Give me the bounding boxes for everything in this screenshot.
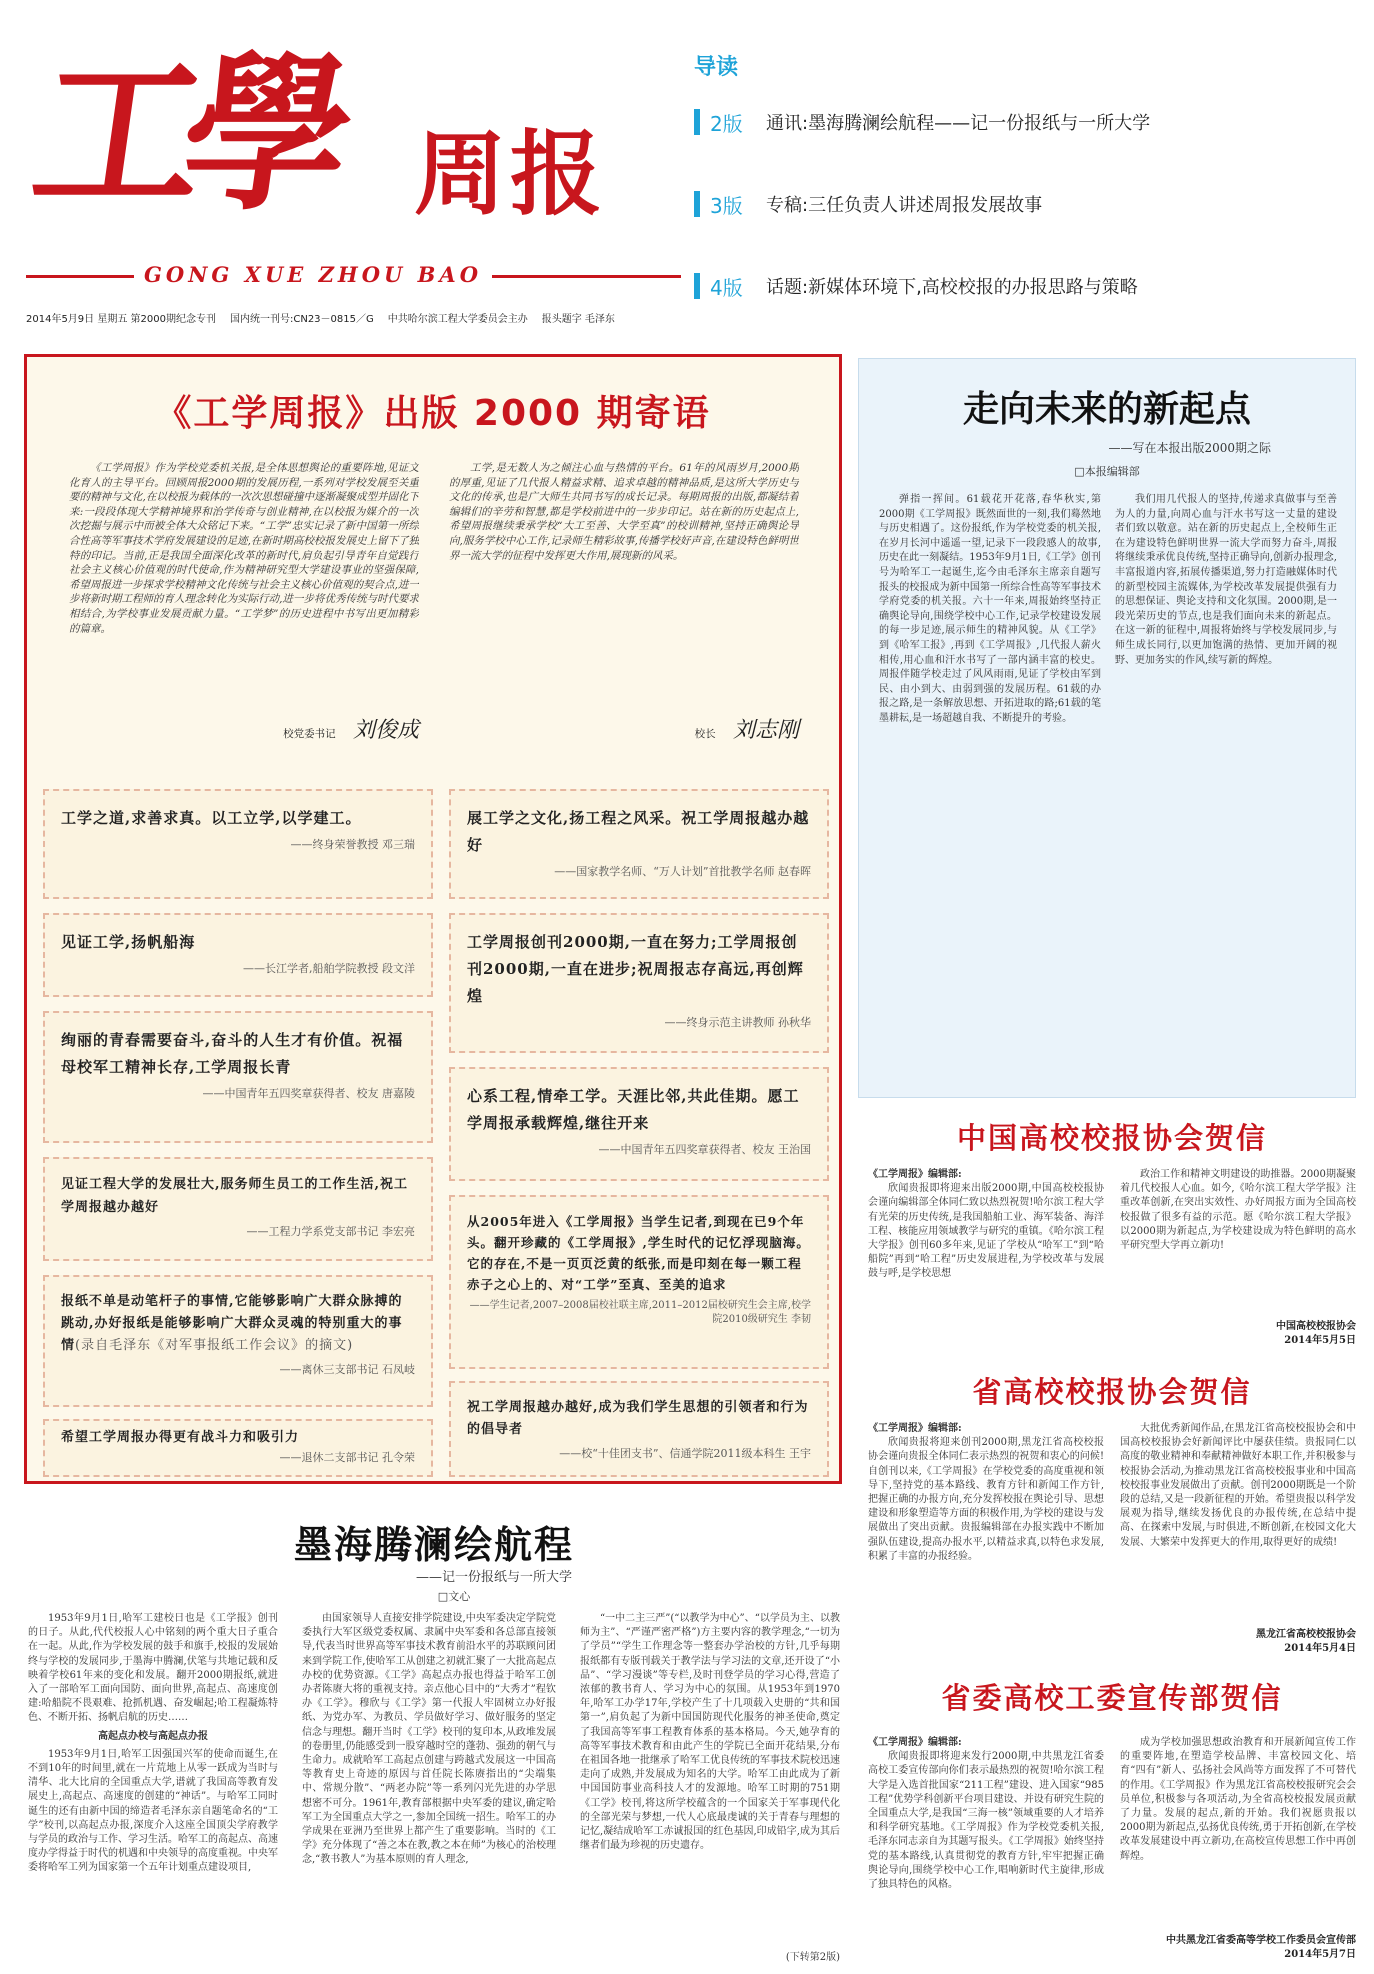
guide-bar [694, 273, 700, 299]
quote-text: 从2005年进入《工学周报》当学生记者,到现在已9个年头。翻开珍藏的《工学周报》,学生时代的记忆浮现脑海。它的存在,不是一页页泛黄的纸张,而是印刻在每一颗工程赤子之心上的、对“工学”至真、至美的追求 [467, 1214, 810, 1292]
issue-date: 2014年5月9日 星期五 第2000期纪念专刊 [26, 314, 216, 325]
quote-author: ——工程力学系党支部书记 李宏亮 [246, 1225, 415, 1238]
quote-text: 展工学之文化,扬工程之风采。祝工学周报越办越好 [467, 809, 810, 854]
quote-card [43, 1157, 433, 1261]
guide-page: 3版 [710, 193, 743, 218]
quote-author: ——国家教学名师、“万人计划”首批教学名师 赵春晖 [554, 865, 811, 878]
message-left-signature [69, 718, 419, 743]
quote-card [43, 1275, 433, 1407]
feature-article [24, 1500, 844, 1966]
salutation: 《工学周报》编辑部: [868, 1169, 962, 1180]
quote-card [449, 789, 829, 899]
congrats-col1 [868, 1736, 1104, 1964]
quote-text: 见证工学,扬帆船海 [61, 933, 196, 951]
quote-card [449, 1195, 829, 1369]
sign-org: 中共黑龙江省委高等学校工作委员会宣传部 [1166, 1935, 1356, 1946]
quote-text: 绚丽的青春需要奋斗,奋斗的人生才有价值。祝福母校军工精神长存,工学周报长青 [61, 1031, 404, 1076]
quote-text: 祝工学周报越办越好,成为我们学生思想的引领者和行为的倡导者 [467, 1400, 809, 1437]
congrats-signature [1120, 1628, 1356, 1656]
guide [694, 50, 1354, 309]
congrats-col2 [1120, 1168, 1356, 1318]
paragraph: 1953年9月1日,哈军工建校日也是《工学报》创刊的日子。从此,代代校报人心中铭刻的两个重大日子重合在一起。从此,作为学校发展的鼓手和旗手,校报的发展始终与学校的发展同步,于墨海中腾澜,伏笔与共地记载和反映着学校61年来的变化和发展。翻开2000期报纸,就进入了一部哈军工面向国防、面向世界,高起点、高速度创建:哈船院不畏艰难、抢抓机遇、奋发崛起;哈工程凝炼特色、不断开拓、扬帆启航的历史…… [28, 1613, 278, 1724]
feature-col1 [28, 1612, 278, 1966]
editorial-subtitle: ——写在本报出版2000期之际 [1108, 441, 1271, 455]
salutation: 《工学周报》编辑部: [868, 1737, 962, 1748]
letter-body: 欣闻贵报将迎来创刊2000期,黑龙江省高校校报协会谨向贵报全体同仁表示热烈的祝贺和衷心的问候!自创刊以来,《工学周报》在学校党委的高度重视和领导下,坚持党的基本路线、教育方针和新闻工作方针,把握正确的办报方向,充分发挥校报在舆论引导、思想建设和形象塑造等方面的积极作用,为学校的建设与发展做出了突出贡献。贵报编辑部在办报实践中不断加强队伍建设,提高办报水平,以精益求真,以特色求发展,积累了丰富的办报经验。 [868, 1437, 1104, 1562]
masthead-logo: 工學 [22, 35, 346, 233]
quote-author: ——中国青年五四奖章获得者、校友 唐嘉陵 [202, 1087, 415, 1100]
editorial-col2: 我们用几代报人的坚持,传递求真做事与至善为人的力量,向周心血与汗水书写这一丈量的建设者们致以敬意。站在新的历史起点上,全校师生正在为建设特色鲜明世界一流大学而努力奋斗,周报将继续秉承优良传统,坚持正确导向,创新办报理念,丰富报道内容,拓展传播渠道,努力打造融媒体时代的新型校园主流媒体,为学校改革发展提供强有力的思想保证、舆论支持和文化氛围。2000期,是一段光荣历史的节点,也是我们面向未来的新起点。在这一新的征程中,周报将始终与学校发展同步,与师生成长同行,以更加饱满的热情、更加开阔的视野、更加务实的作风,续写新的辉煌。 [1115, 494, 1337, 666]
guide-text: 通讯:墨海腾澜绘航程——记一份报纸与一所大学 [766, 113, 1151, 134]
quote-author: ——退休二支部书记 孔令荣 [279, 1451, 415, 1464]
guide-text: 专稿:三任负责人讲述周报发展故事 [766, 195, 1043, 216]
feature-col2: 由国家领导人直接安排学院建设,中央军委决定学院党委执行大军区级党委权属、隶属中央军委和各总部直接领导,代表当时世界高等军事技术教育前沿水平的苏联顾问团来到学院工作,使哈军工从创建之初就汇聚了一大批高起点办校的优势资源。《工学》高起点办报也得益于哈军工创办者陈赓大将的重视支持。亲点他心目中的“大秀才”程钦办《工学》。穆欣与《工学》第一代报人牢固树立办好报纸、为党办军、为教员、学员做好学习、做好服务的坚定信念与理想。翻开当时《工学》校刊的复印本,从政堆发展的卷册里,仍能感受到一股穿越时空的蓬勃、强劲的朝气与生命力。成就哈军工高起点创建与跨越式发展这一中国高等教育史上奇迹的原因与首任院长陈赓指出的“尖端集中、常规分散”、“两老办院”等一系列闪光先进的办学思想密不可分。1961年,教育部根据中央军委的建议,确定哈军工为全国重点大学之一,参加全国统一招生。哈军工的办学成果在亚洲乃至世界上都产生了重要影响。当时的《工学》充分体现了“善之本在教,教之本在师”为核心的治校理念,“教书教人”为基本原则的育人理念, [302, 1613, 556, 1866]
quote-card [449, 913, 829, 1053]
quote-author: ——学生记者,2007–2008届校社联主席,2011–2012届校研究生会主席,校学院2010级研究生 李韧 [469, 1300, 811, 1325]
sign-date: 2014年5月4日 [1284, 1643, 1356, 1654]
message-right-text: 工学,是无数人为之倾注心血与热情的平台。61年的风雨岁月,2000期的厚重,见证了几代报人精益求精、追求卓越的精神品质,是这所大学历史与文化的传承,也是广大师生共同书写的成长记录。每期周报的出版,都凝结着编辑们的辛劳和智慧,都是学校前进中的一步步印记。站在新的历史起点上,希望周报继续秉承学校“大工至善、大学至真”的校训精神,坚持正确舆论导向,服务学校中心工作,记录师生精彩故事,传播学校好声音,在建设特色鲜明世界一流大学的征程中发挥更大作用,展现新的风采。 [449, 462, 799, 562]
guide-page: 4版 [710, 275, 743, 300]
feature-title: 墨海腾澜绘航程 [293, 1523, 574, 1567]
congrats-signature [1120, 1320, 1356, 1348]
quote-author: ——校“十佳团支书”、信通学院2011级本科生 王宇 [559, 1447, 811, 1460]
calligraphy-credit: 报头题字 毛泽东 [541, 314, 615, 325]
quote-author: ——终身示范主讲教师 孙秋华 [664, 1016, 811, 1029]
guide-text: 话题:新媒体环境下,高校校报的办报思路与策略 [766, 277, 1138, 298]
sponsor: 中共哈尔滨工程大学委员会主办 [387, 314, 528, 325]
letter-body: 成为学校加强思想政治教育和开展新闻宣传工作的重要阵地,在塑造学校品牌、丰富校园文化、培育“四有”新人、弘扬社会风尚等方面发挥了不可替代的作用。《工学周报》作为黑龙江省高校校报研究会会员单位,积极参与各项活动,为全省高校校报发展贡献了力量。发展的起点,新的开始。我们祝愿贵报以2000期为新起点,弘扬优良传统,勇于开拓创新,在学校改革发展建设中再立新功,在高校宣传思想工作中再创辉煌。 [1120, 1737, 1356, 1862]
message-box [24, 354, 842, 1484]
editorial [858, 358, 1356, 1098]
guide-item[interactable] [694, 263, 1354, 309]
letter-body: 大批优秀新闻作品,在黑龙江省高校校报协会和中国高校校报协会好新闻评比中屡获佳绩。贵报同仁以高度的敬业精神和奉献精神做好本职工作,并积极参与校报协会活动,为推动黑龙江省高校校报事业和中国高校校报事业发展做出了贡献。创刊2000期既是一个阶段的总结,又是一段新征程的开始。希望贵报以科学发展观为指导,继续发扬优良的办报传统,在总结中提高、在探索中发展,与时俱进,不断创新,在校园文化大发展、大繁荣中发挥更大的作用,取得更好的成绩! [1120, 1423, 1356, 1548]
sign-name: 刘俊成 [352, 718, 419, 743]
quote-card [449, 1381, 829, 1477]
guide-bar [694, 109, 700, 135]
congrats-col2 [1120, 1736, 1356, 1932]
masthead-pinyin: GONG XUE ZHOU BAO [134, 262, 492, 287]
quote-author: ——中国青年五四奖章获得者、校友 王治国 [598, 1143, 811, 1156]
sign-role: 校党委书记 [283, 728, 336, 740]
message-left-text: 《工学周报》作为学校党委机关报,是全体思想舆论的重要阵地,见证文化育人的主导平台。回顾周报2000期的发展历程,一系列对学校发展至关重要的精神与文化,在以校报为载体的一次次思想碰撞中逐渐凝聚成型并固化下来:一段段体现大学精神境界和治学传奇与创业精神,在以校报为媒介的一次次挖掘与展示中而被全体大众铭记下来。“工学”忠实记录了新中国第一所综合性高等军事技术学府发展建设的足迹,在新时期高校校报发展史上留下了独特的印记。当前,正是我国全面深化改革的新时代,肩负起引导青年自觉践行社会主义核心价值观的时代使命,作为精神研究型大学建设事业的坚强保障,希望周报进一步探求学校精神文化传统与社会主义核心价值观的契合点,进一步将新时期工程师的育人理念转化为实际行动,进一步将优秀传统与时代要求相结合,为学校事业发展贡献力量。“工学梦”的历史进程中书写出更加精彩的篇章。 [69, 462, 419, 635]
quote-card [43, 913, 433, 997]
issn: 国内统一刊号:CN23－0815／G [229, 314, 374, 325]
feature-byline: □文心 [437, 1590, 471, 1603]
letter-body: 欣闻贵报即将迎来发行2000期,中共黑龙江省委高校工委宣传部向你们表示最热烈的祝贺!哈尔滨工程大学是入选首批国家“211工程”建设、进入国家“985工程”优势学科创新平台项目建设、并设有研究生院的全国重点大学,是我国“三海一核”领域重要的人才培养和科学研究基地。《工学周报》作为学校党委机关报,毛泽东同志亲自为其题写报头。《工学周报》始终坚持党的基本路线,认真贯彻党的教育方针,牢牢把握正确舆论导向,围绕学校中心工作,唱响新时代主旋律,形成了独具特色的风格。 [868, 1751, 1104, 1891]
letter-body: 政治工作和精神文明建设的助推器。2000期凝聚着几代校报人心血。如今,《哈尔滨工程大学学报》注重改革创新,在突出实效性、办好周报方面为全国高校校报做了很多有益的示范。愿《哈尔滨工程大学报》以2000期为新起点,为学校建设成为特色鲜明的高水平研究型大学再立新功! [1120, 1169, 1356, 1252]
feature-col3: “一中二主三严”(“以教学为中心”、“以学员为主、以教师为主”、“严谨严密严格”)方主要内容的教学理念,“一切为了学员”“学生工作理念等一整套办学治校的方针,几乎每期报纸都有专版刊载关于教学法与学习法的文章,还开设了“小品”、“学习漫谈”等专栏,及时刊登学员的学习心得,营造了浓郁的教书育人、学习为中心的氛围。从1953年到1970年,哈军工办学17年,学校产生了十几项载入史册的“共和国第一”,肩负起了为新中国国防现代化服务的神圣使命,奠定了我国高等军事工程教育体系的基本格局。今天,她孕育的高等军事技术教育和由此产生的学院已全面开花结果,分布在祖国各地一批继承了哈军工优良传统的军事技术院校迅速走向了成熟,并发展成为知名的大学。哈军工由此成为了新中国国防事业高科技人才的发源地。哈军工时期的751期《工学》校刊,将这所学校蕴含的一个国家关于军事现代化的全部光荣与梦想,一代人心底最虔诚的关于青春与理想的记忆,凝结成哈军工赤诚报国的红色基因,印成铅字,成为其后继者们最为珍视的历史遗存。 [580, 1613, 840, 1852]
quote-note: (录自毛泽东《对军事报纸工作会议》的摘文) [75, 1338, 354, 1353]
quote-text [61, 1291, 415, 1357]
quote-card [449, 1067, 829, 1181]
editorial-col1: 弹指一挥间。61载花开花落,春华秋实,第2000期《工学周报》既然面世的一刻,我们蓦然地与历史相遇了。这份报纸,作为学校党委的机关报,在岁月长河中遥遥一望,记录下一段段感人的故事,历史在此一刻凝结。1953年9月1日,《工学》创刊号为哈军工一起诞生,迄今由毛泽东主席亲自题写报头的校报成为新中国第一所综合性高等军事技术学府党委的机关报。六十一年来,周报始终坚持正确舆论导向,围绕学校中心工作,记录学校建设发展的每一步足迹,展示师生的精神风貌。从《工学》到《哈军工报》,再到《工学周报》,几代报人薪火相传,用心血和汗水书写了一部内涵丰富的校史。周报伴随学校走过了风风雨雨,见证了学校由军到民、由小到大、由弱到强的发展历程。61载的办报之路,是一条解放思想、开拓进取的路;61载的笔墨耕耘,是一场超越自我、不断提升的考验。 [879, 494, 1101, 724]
message-right-signature [449, 718, 799, 743]
congrats-letter [868, 1116, 1356, 1356]
congrats-title: 省高校校报协会贺信 [972, 1375, 1252, 1409]
subhead: 高起点办校与高起点办报 [98, 1730, 208, 1742]
quote-author: ——终身荣誉教授 邓三瑞 [290, 838, 415, 851]
sign-org: 中国高校校报协会 [1276, 1321, 1356, 1332]
guide-item[interactable] [694, 99, 1354, 145]
congrats-signature [1120, 1934, 1356, 1962]
letter-body: 欣闻贵报即将迎来出版2000期,中国高校校报协会谨向编辑部全体同仁致以热烈祝贺!哈尔滨工程大学有光荣的历史传统,是我国船舶工业、海军装备、海洋工程、核能应用领域教学与研究的重镇。《哈尔滨工程大学报》创刊60多年来,见证了学校从“哈军工”到“哈船院”再到“哈工程”历史发展进程,为学校改革与发展鼓与呼,是学校思想 [868, 1183, 1104, 1280]
sign-role: 校长 [694, 728, 716, 740]
guide-bar [694, 191, 700, 217]
masthead [22, 35, 686, 330]
congrats-letter [868, 1370, 1356, 1662]
sign-org: 黑龙江省高校校报协会 [1256, 1629, 1356, 1640]
guide-item[interactable] [694, 181, 1354, 227]
guide-page: 2版 [710, 111, 743, 136]
congrats-letter [868, 1676, 1356, 1966]
quote-body: 报纸不单是动笔杆子的事情,它能够影响广大群众脉搏的跳动,办好报纸是能够影响广大群众灵魂的特别重大的事情 [61, 1294, 403, 1353]
feature-subtitle: ——记一份报纸与一所大学 [415, 1570, 572, 1585]
quote-card [43, 1419, 433, 1477]
sign-date: 2014年5月7日 [1284, 1949, 1356, 1960]
quote-text: 工学之道,求善求真。以工立学,以学建工。 [61, 809, 362, 827]
quote-text: 工学周报创刊2000期,一直在努力;工学周报创刊2000期,一直在进步;祝周报志存高远,再创辉煌 [467, 933, 804, 1005]
editorial-title: 走向未来的新起点 [962, 388, 1251, 430]
quote-card [43, 1011, 433, 1143]
guide-label: 导读 [694, 55, 739, 80]
paragraph: 1953年9月1日,哈军工因强国兴军的使命而诞生,在不到10年的时间里,就在一片荒地上从零一跃成为当时与清华、北大比肩的全国重点大学,谱就了我国高等教育发展史上,高起点、高速度的创建的“神话”。与哈军工同时诞生的还有由新中国的缔造者毛泽东亲自题笔命名的“工学”校刊,以高起点办报,深度介入这座全国顶尖学府教学与学员的政治与工作、学习生活。哈军工的高起点、高速度办学得益于时代的机遇和中央领导的高度重视。中央军委将哈军工列为国家第一个五年计划重点建设项目, [28, 1748, 278, 1874]
salutation: 《工学周报》编辑部: [868, 1423, 962, 1434]
continued-note: (下转第2版) [785, 1952, 840, 1963]
quote-text: 希望工学周报办得更有战斗力和吸引力 [61, 1430, 300, 1445]
quote-author: ——长江学者,船舶学院教授 段文洋 [243, 962, 415, 975]
sign-date: 2014年5月5日 [1284, 1335, 1356, 1346]
congrats-col1 [868, 1168, 1104, 1354]
congrats-title: 中国高校校报协会贺信 [956, 1121, 1267, 1155]
congrats-col1 [868, 1422, 1104, 1660]
editorial-byline: □本报编辑部 [1074, 465, 1140, 478]
congrats-title: 省委高校工委宣传部贺信 [941, 1681, 1283, 1715]
quote-card [43, 789, 433, 899]
quote-text: 见证工程大学的发展壮大,服务师生员工的工作生活,祝工学周报越办越好 [61, 1177, 409, 1215]
quote-text: 心系工程,情牵工学。天涯比邻,共此佳期。愿工学周报承载辉煌,继往开来 [467, 1087, 800, 1132]
congrats-col2 [1120, 1422, 1356, 1624]
masthead-date-line [26, 310, 696, 325]
message-title: 《工学周报》出版 2000 期寄语 [155, 393, 711, 434]
masthead-title: 周报 [414, 121, 607, 228]
sign-name: 刘志刚 [732, 718, 799, 743]
quote-author: ——离休三支部书记 石凤岐 [279, 1363, 415, 1376]
